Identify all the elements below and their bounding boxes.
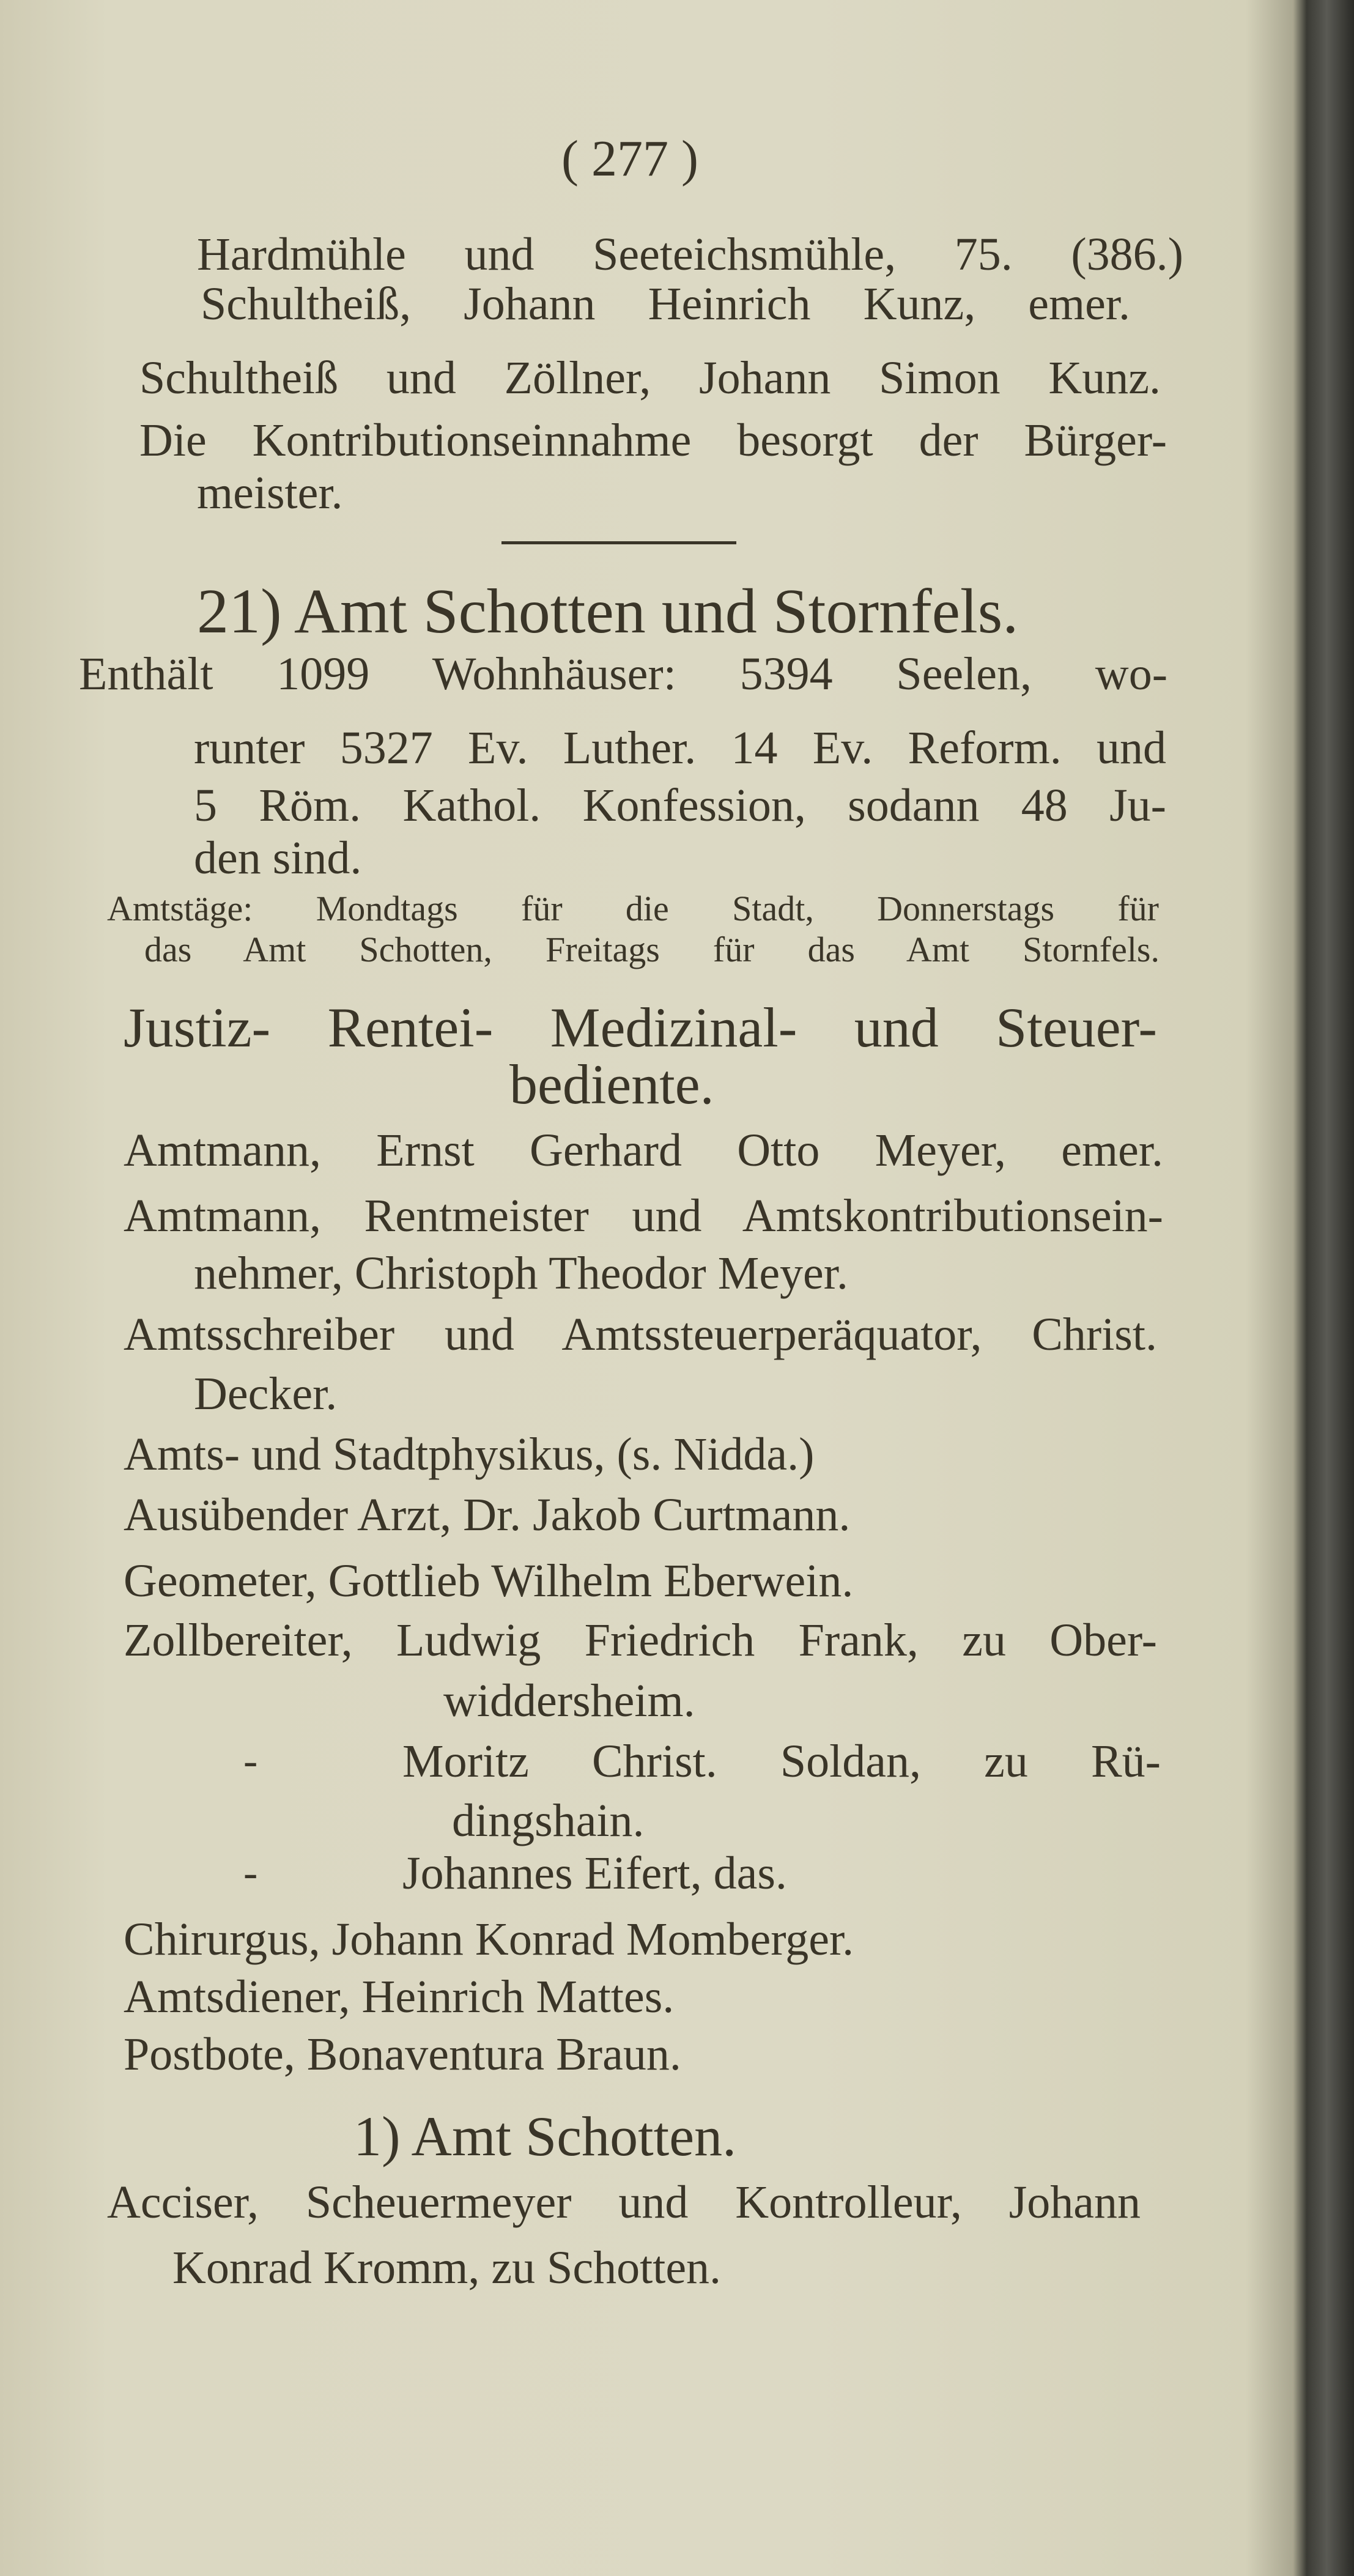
- court-days-line: Amtstäge: Mondtags für die Stadt, Donnerstags für: [107, 889, 1159, 928]
- official-line: nehmer, Christoph Theodor Meyer.: [194, 1248, 848, 1299]
- official-line: Zollbereiter, Ludwig Friedrich Frank, zu Ober-: [124, 1615, 1157, 1666]
- official-line: dingshain.: [452, 1795, 645, 1846]
- official-line: widdersheim.: [443, 1675, 695, 1727]
- official-line: Amtmann, Rentmeister und Amtskontributionsein-: [124, 1190, 1163, 1242]
- official-line: Amtsdiener, Heinrich Mattes.: [124, 1971, 675, 2023]
- text-line: Enthält 1099 Wohnhäuser: 5394 Seelen, wo-: [79, 648, 1167, 700]
- text-line: den sind.: [194, 832, 362, 884]
- official-line: Postbote, Bonaventura Braun.: [124, 2029, 681, 2080]
- official-line: Amts- und Stadtphysikus, (s. Nidda.): [124, 1429, 815, 1480]
- court-days-line: das Amt Schotten, Freitags für das Amt Stornfels.: [144, 930, 1160, 969]
- subheading: Justiz- Rentei- Medizinal- und Steuer-: [124, 996, 1157, 1059]
- text-line: Schultheiß, Johann Heinrich Kunz, emer.: [201, 278, 1130, 330]
- official-line: Amtmann, Ernst Gerhard Otto Meyer, emer.: [124, 1125, 1163, 1176]
- text-line: runter 5327 Ev. Luther. 14 Ev. Reform. und: [194, 722, 1166, 774]
- text-line: Acciser, Scheuermeyer und Kontrolleur, Johann: [107, 2177, 1141, 2228]
- text-line: Schultheiß und Zöllner, Johann Simon Kunz.: [139, 352, 1161, 404]
- ditto-mark: -: [243, 1738, 258, 1785]
- text-line: meister.: [197, 467, 343, 519]
- section-heading: 21) Amt Schotten und Stornfels.: [197, 576, 1019, 646]
- official-line: Geometer, Gottlieb Wilhelm Eberwein.: [124, 1555, 854, 1607]
- text-line: Die Kontributionseinnahme besorgt der Bürger-: [139, 415, 1167, 466]
- text-line: Hardmühle und Seeteichsmühle, 75. (386.): [197, 229, 1183, 280]
- text-line: Konrad Kromm, zu Schotten.: [172, 2242, 722, 2293]
- official-line: Amtsschreiber und Amtssteuerperäquator, Christ.: [124, 1309, 1157, 1360]
- subheading: bediente.: [509, 1053, 714, 1116]
- sub-section-heading: 1) Amt Schotten.: [353, 2105, 737, 2167]
- page-number: ( 277 ): [561, 130, 698, 187]
- ditto-mark: -: [243, 1849, 258, 1897]
- section-divider: [501, 541, 736, 544]
- official-line: Chirurgus, Johann Konrad Momberger.: [124, 1914, 854, 1965]
- official-line: Decker.: [194, 1368, 338, 1419]
- official-line: Johannes Eifert, das.: [402, 1848, 787, 1899]
- text-line: 5 Röm. Kathol. Konfession, sodann 48 Ju-: [194, 780, 1166, 831]
- official-line: Moritz Christ. Soldan, zu Rü-: [402, 1736, 1161, 1787]
- official-line: Ausübender Arzt, Dr. Jakob Curtmann.: [124, 1489, 851, 1541]
